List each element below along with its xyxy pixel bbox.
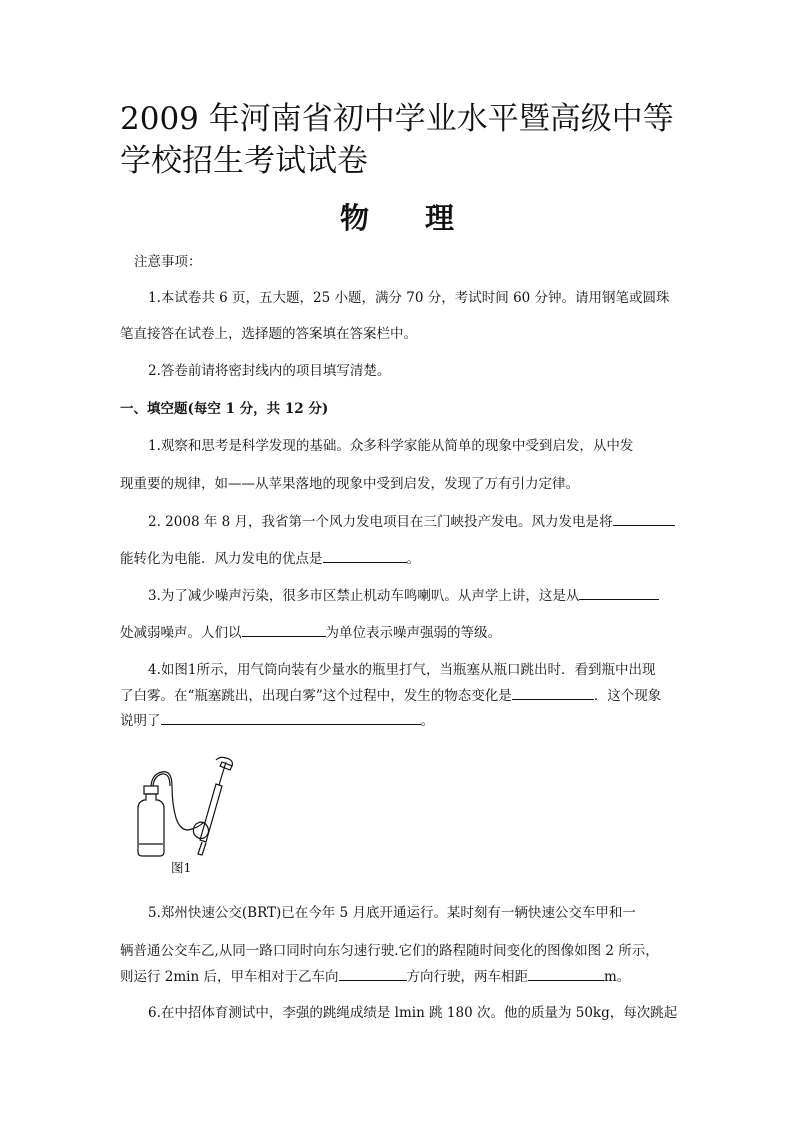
exam-title: 2009 年河南省初中学业水平暨高级中等学校招生考试试卷 [120,101,674,179]
question-2-text: 。 [406,551,420,567]
question-4-text: 说明了 [120,713,161,729]
answer-blank[interactable] [528,966,604,981]
answer-blank[interactable] [323,548,407,563]
figure-1-caption: 图1 [171,860,192,875]
note-1-line-1: 1.本试卷共 6 页，五大题，25 小题，满分 70 分，考试时间 60 分钟。请用钢笔或圆珠 [148,290,670,306]
question-3-line-1 [120,585,676,606]
question-4-line-3 [120,710,676,731]
question-5-text: m。 [604,969,631,985]
question-1-line-1: 1.观察和思考是科学发现的基础。众多科学家能从简单的现象中受到启发，从中发 [148,438,634,454]
subject-title: 物理 [339,201,510,235]
question-4-text: ．这个现象 [593,688,662,704]
question-5-text: 方向行驶，两车相距 [406,969,528,985]
question-4-line-2 [120,685,676,706]
answer-blank[interactable] [579,585,659,600]
question-5-line-2: 辆普通公交车乙,从同一路口同时向东匀速行驶.它们的路程随时间变化的图像如图 2 所示， [120,943,659,959]
question-2-text: 2. 2008 年 8 月，我省第一个风力发电项目在三门峡投产发电。风力发电是将 [148,514,613,530]
question-4-text: 了白雾。在“瓶塞跳出，出现白雾”这个过程中，发生的物态变化是 [120,688,512,704]
section-1-heading: 一、填空题(每空 1 分，共 12 分) [120,401,329,417]
question-2-line-1 [120,511,676,532]
question-4-line-1: 4.如图1所示，用气筒向装有少量水的瓶里打气，当瓶塞从瓶口跳出时．看到瓶中出现 [148,662,656,678]
question-6-line-1: 6.在中招体育测试中，李强的跳绳成绩是 lmin 跳 180 次。他的质量为 50kg，每次跳起 [148,1005,678,1021]
answer-blank[interactable] [613,511,675,526]
answer-blank[interactable] [512,685,594,700]
answer-blank[interactable] [161,710,421,725]
question-5-line-1: 5.郑州快速公交(BRT)已在今年 5 月底开通运行。某时刻有一辆快速公交车甲和一 [148,905,636,921]
question-2-line-2 [120,548,676,569]
question-3-text: 处减弱噪声。人们以 [120,625,242,641]
question-3-text: 3.为了减少噪声污染，很多市区禁止机动车鸣喇叭。从声学上讲，这是从 [148,588,580,604]
question-2-text: 能转化为电能．风力发电的优点是 [120,551,323,567]
question-3-text: 为单位表示噪声强弱的等级。 [325,625,501,641]
note-2: 2.答卷前请将密封线内的项目填写清楚。 [148,363,391,379]
question-4-text: 。 [420,713,434,729]
question-1-line-2: 现重要的规律，如——从苹果落地的现象中受到启发，发现了万有引力定律。 [120,476,579,492]
question-5-text: 则运行 2min 后，甲车相对于乙车向 [120,969,339,985]
answer-blank[interactable] [242,622,326,637]
note-1-line-2: 笔直接答在试卷上，选择题的答案填在答案栏中。 [120,326,417,342]
notes-heading: 注意事项： [134,254,202,270]
answer-blank[interactable] [339,966,407,981]
question-5-line-3 [120,966,676,987]
question-3-line-2 [120,622,676,643]
